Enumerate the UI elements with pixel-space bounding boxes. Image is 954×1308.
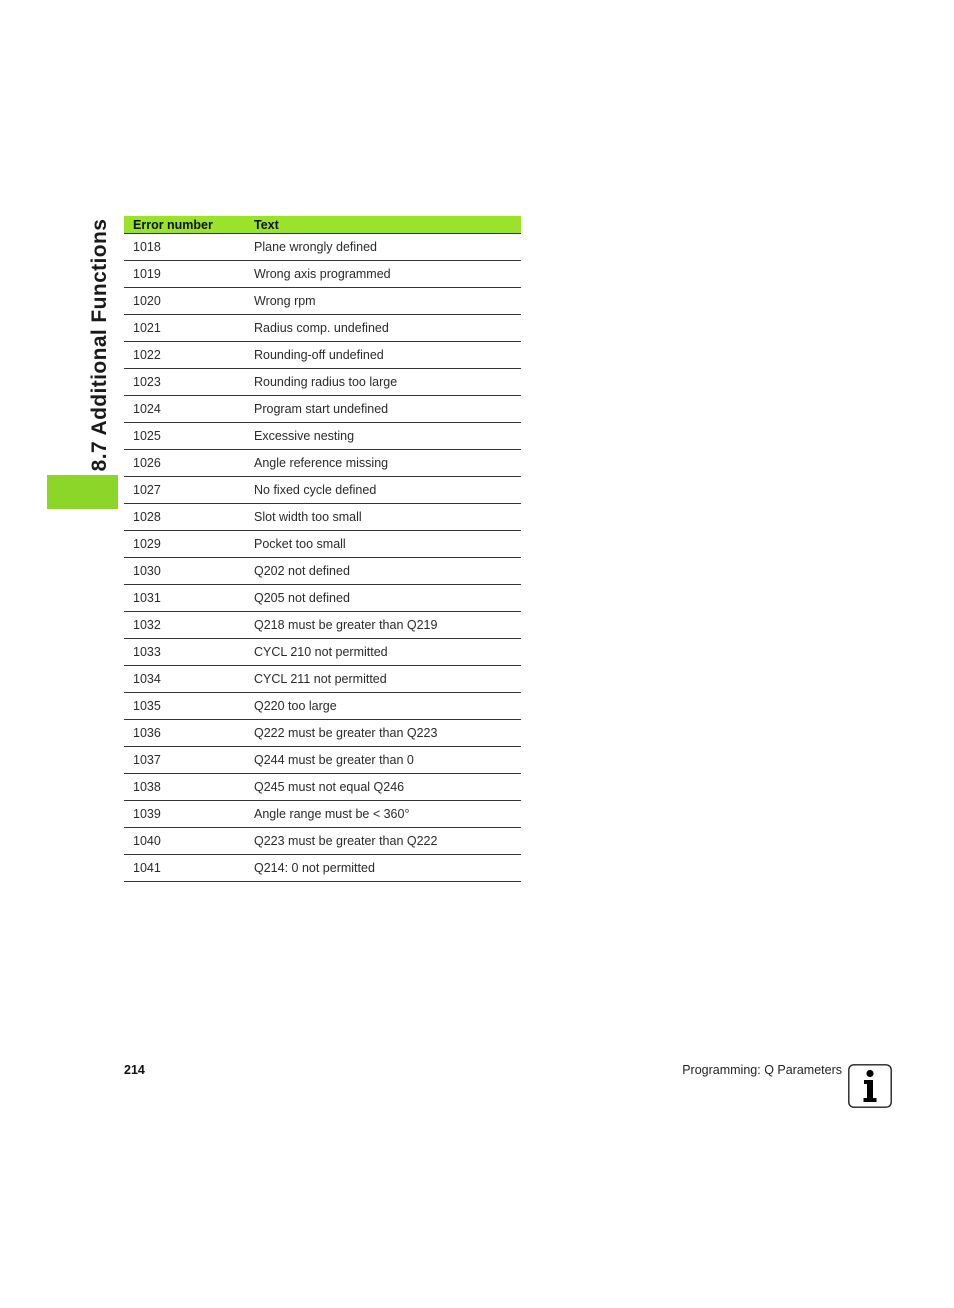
error-text-cell: Q245 must not equal Q246 bbox=[245, 774, 521, 801]
chapter-title: 8.7 Additional Functions bbox=[88, 218, 111, 472]
table-row bbox=[124, 639, 521, 666]
error-text-cell: Angle reference missing bbox=[245, 450, 521, 477]
table-row bbox=[124, 315, 521, 342]
error-text-cell: Plane wrongly defined bbox=[245, 234, 521, 261]
table-row bbox=[124, 801, 521, 828]
table-row bbox=[124, 720, 521, 747]
footer-title: Programming: Q Parameters bbox=[682, 1063, 842, 1077]
table-row bbox=[124, 261, 521, 288]
error-number-cell: 1025 bbox=[124, 423, 245, 450]
error-text-cell: Excessive nesting bbox=[245, 423, 521, 450]
error-text-cell: Slot width too small bbox=[245, 504, 521, 531]
error-text-cell: Wrong axis programmed bbox=[245, 261, 521, 288]
table-row bbox=[124, 504, 521, 531]
error-text-cell: Q222 must be greater than Q223 bbox=[245, 720, 521, 747]
error-number-cell: 1020 bbox=[124, 288, 245, 315]
error-table bbox=[124, 216, 521, 882]
error-number-cell: 1038 bbox=[124, 774, 245, 801]
error-text-cell: Wrong rpm bbox=[245, 288, 521, 315]
error-text-cell: Radius comp. undefined bbox=[245, 315, 521, 342]
error-number-cell: 1024 bbox=[124, 396, 245, 423]
error-number-cell: 1019 bbox=[124, 261, 245, 288]
error-text-cell: Rounding radius too large bbox=[245, 369, 521, 396]
error-number-cell: 1033 bbox=[124, 639, 245, 666]
error-number-cell: 1031 bbox=[124, 585, 245, 612]
table-row bbox=[124, 774, 521, 801]
table-header-row bbox=[124, 216, 521, 234]
error-text-cell: Q223 must be greater than Q222 bbox=[245, 828, 521, 855]
table-row bbox=[124, 855, 521, 882]
table-row bbox=[124, 531, 521, 558]
error-number-cell: 1018 bbox=[124, 234, 245, 261]
table-row bbox=[124, 693, 521, 720]
error-number-cell: 1030 bbox=[124, 558, 245, 585]
error-text-cell: Rounding-off undefined bbox=[245, 342, 521, 369]
error-number-cell: 1026 bbox=[124, 450, 245, 477]
table-row bbox=[124, 234, 521, 261]
error-number-cell: 1029 bbox=[124, 531, 245, 558]
error-number-cell: 1021 bbox=[124, 315, 245, 342]
table-row bbox=[124, 369, 521, 396]
error-number-cell: 1028 bbox=[124, 504, 245, 531]
error-text-cell: CYCL 211 not permitted bbox=[245, 666, 521, 693]
error-number-cell: 1034 bbox=[124, 666, 245, 693]
table-row bbox=[124, 396, 521, 423]
chapter-tab-marker bbox=[47, 475, 118, 509]
error-text-cell: Q202 not defined bbox=[245, 558, 521, 585]
error-number-cell: 1022 bbox=[124, 342, 245, 369]
error-number-cell: 1037 bbox=[124, 747, 245, 774]
error-text-cell: No fixed cycle defined bbox=[245, 477, 521, 504]
table-row bbox=[124, 828, 521, 855]
column-header-text: Text bbox=[245, 216, 521, 234]
table-body bbox=[124, 234, 521, 882]
table-row bbox=[124, 666, 521, 693]
table-row bbox=[124, 450, 521, 477]
table-row bbox=[124, 585, 521, 612]
error-number-cell: 1036 bbox=[124, 720, 245, 747]
error-text-cell: Pocket too small bbox=[245, 531, 521, 558]
error-number-cell: 1023 bbox=[124, 369, 245, 396]
page-number: 214 bbox=[124, 1063, 145, 1077]
error-text-cell: Angle range must be < 360° bbox=[245, 801, 521, 828]
table-row bbox=[124, 477, 521, 504]
error-text-cell: Q214: 0 not permitted bbox=[245, 855, 521, 882]
error-text-cell: Program start undefined bbox=[245, 396, 521, 423]
table-row bbox=[124, 612, 521, 639]
error-number-cell: 1027 bbox=[124, 477, 245, 504]
table-row bbox=[124, 342, 521, 369]
error-text-cell: Q205 not defined bbox=[245, 585, 521, 612]
column-header-error-number: Error number bbox=[124, 216, 245, 234]
table-row bbox=[124, 558, 521, 585]
table-row bbox=[124, 423, 521, 450]
error-text-cell: Q220 too large bbox=[245, 693, 521, 720]
error-number-cell: 1035 bbox=[124, 693, 245, 720]
error-text-cell: CYCL 210 not permitted bbox=[245, 639, 521, 666]
table-row bbox=[124, 747, 521, 774]
table-row bbox=[124, 288, 521, 315]
info-icon bbox=[848, 1064, 892, 1108]
error-text-cell: Q244 must be greater than 0 bbox=[245, 747, 521, 774]
error-number-cell: 1032 bbox=[124, 612, 245, 639]
error-text-cell: Q218 must be greater than Q219 bbox=[245, 612, 521, 639]
error-number-cell: 1041 bbox=[124, 855, 245, 882]
error-number-cell: 1040 bbox=[124, 828, 245, 855]
error-number-cell: 1039 bbox=[124, 801, 245, 828]
